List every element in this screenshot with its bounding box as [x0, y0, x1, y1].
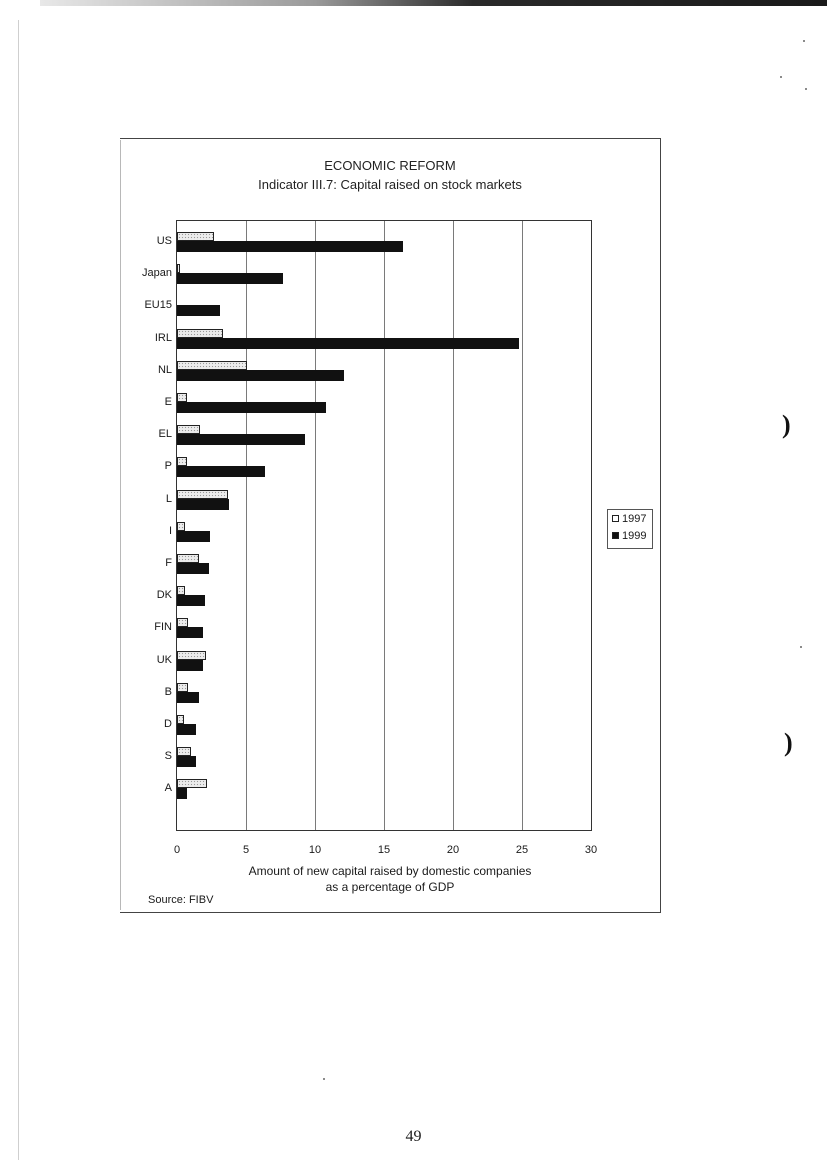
- bar-1999-f: [177, 563, 209, 574]
- category-label: D: [164, 718, 172, 730]
- category-label: DK: [156, 589, 172, 602]
- category-label: L: [165, 492, 172, 505]
- page-number: 49: [405, 1128, 422, 1145]
- chart-frame-left-edge: [120, 140, 121, 910]
- bar-1999-e: [177, 402, 326, 413]
- category-label: EU15: [144, 299, 172, 312]
- category-label: E: [164, 396, 172, 408]
- bar-1997-us: [177, 232, 214, 241]
- scan-speck: [800, 646, 802, 648]
- bar-1997-s: [177, 747, 191, 756]
- category-label: IRL: [154, 331, 172, 344]
- scan-artifact-paren: ): [784, 728, 793, 757]
- bar-1999-p: [177, 466, 265, 477]
- category-label: F: [165, 557, 172, 569]
- category-label: B: [164, 685, 172, 698]
- bar-1999-a: [177, 788, 187, 799]
- bar-1997-a: [177, 779, 207, 788]
- x-tick-label: 0: [173, 844, 181, 856]
- x-tick-label: 20: [446, 844, 460, 856]
- x-tick-label: 25: [515, 844, 529, 856]
- legend-item-1997: [608, 510, 652, 527]
- bar-1997-uk: [177, 651, 206, 660]
- bar-1999-s: [177, 756, 196, 767]
- bar-1999-uk: [177, 660, 203, 671]
- bar-1997-japan: [177, 264, 180, 273]
- legend: [607, 509, 653, 549]
- legend-item-1999: [608, 527, 652, 544]
- legend-swatch-1999: [612, 532, 619, 539]
- bar-1997-irl: [177, 329, 223, 338]
- bar-1997-p: [177, 457, 187, 466]
- x-tick-label: 10: [308, 844, 322, 856]
- bar-1999-eu15: [177, 305, 220, 316]
- bar-1997-i: [177, 522, 185, 531]
- bar-1997-l: [177, 490, 228, 499]
- scan-speck: [323, 1078, 325, 1080]
- bar-1999-i: [177, 531, 210, 542]
- category-label: S: [164, 750, 172, 763]
- bar-1997-nl: [177, 361, 247, 370]
- category-label: NL: [157, 363, 172, 376]
- category-label: US: [156, 235, 172, 247]
- bar-1997-fin: [177, 618, 188, 627]
- bar-1997-d: [177, 715, 184, 724]
- bar-1997-el: [177, 425, 200, 434]
- category-label: I: [168, 524, 172, 537]
- bar-1999-irl: [177, 338, 519, 349]
- source-note: Source: FIBV: [148, 894, 214, 906]
- x-tick-label: 30: [584, 844, 598, 856]
- category-label: UK: [156, 653, 172, 666]
- category-label: EL: [158, 428, 172, 441]
- x-axis-label-line-2: as a percentage of GDP: [325, 880, 455, 894]
- scan-margin-line: [18, 20, 19, 1160]
- x-tick-label: 15: [377, 844, 391, 856]
- bar-1999-d: [177, 724, 196, 735]
- x-tick-label: 5: [242, 844, 250, 856]
- bar-1999-dk: [177, 595, 205, 606]
- scan-artifact-paren: ): [782, 410, 791, 439]
- bar-1999-japan: [177, 273, 283, 284]
- legend-label-1997: 1997: [622, 512, 647, 525]
- bar-1999-l: [177, 499, 229, 510]
- scan-speck: [803, 40, 805, 42]
- bar-1999-nl: [177, 370, 344, 381]
- category-label: Japan: [142, 267, 172, 280]
- legend-label-1999: 1999: [622, 529, 647, 542]
- category-label: FIN: [154, 621, 172, 634]
- category-label: A: [164, 782, 172, 795]
- x-axis-label-line-1: Amount of new capital raised by domestic companies: [248, 864, 532, 878]
- scan-speck: [780, 76, 782, 78]
- scan-top-edge: [40, 0, 827, 6]
- bar-1999-us: [177, 241, 403, 252]
- legend-swatch-1997: [612, 515, 619, 522]
- bar-1997-b: [177, 683, 188, 692]
- category-label: P: [164, 460, 172, 473]
- scan-speck: [805, 88, 807, 90]
- bar-1999-el: [177, 434, 305, 445]
- chart-subtitle: Indicator III.7: Capital raised on stock markets: [258, 177, 522, 192]
- plot-area: [176, 220, 592, 831]
- bar-1997-e: [177, 393, 187, 402]
- bar-1997-f: [177, 554, 199, 563]
- bar-1997-dk: [177, 586, 185, 595]
- bar-1999-fin: [177, 627, 203, 638]
- chart-title: ECONOMIC REFORM: [324, 158, 456, 173]
- bar-1999-b: [177, 692, 199, 703]
